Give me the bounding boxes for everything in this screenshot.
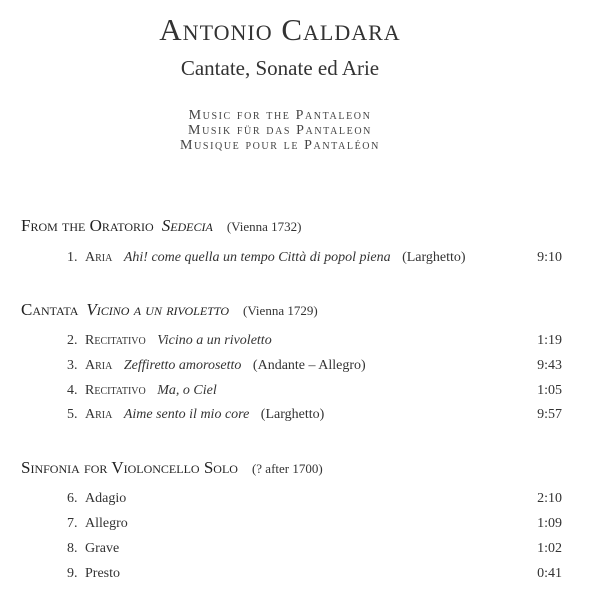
track-row [67,383,562,403]
track-title: Ahi! come quella un tempo Città di popol piena [123,250,391,265]
instrument-lines [0,108,560,153]
track-duration: 1:19 [537,333,562,348]
section-prefix: From the Oratorio [21,216,154,235]
section-prefix: Sinfonia for Violoncello Solo [21,458,238,477]
track-row [67,358,562,378]
section-prefix: Cantata [21,300,79,319]
track-row [67,491,562,511]
track-type: Aria [85,358,113,373]
track-duration: 1:05 [537,383,562,398]
composer-title: Antonio Caldara [159,12,401,47]
track-tempo: (Larghetto) [402,250,466,265]
instrument-line-de: Musik für das Pantaleon [188,123,372,138]
track-title: Adagio [85,491,127,506]
track-title: Aime sento il mio core [123,407,250,422]
track-duration: 0:41 [537,566,562,581]
track-number: 7. [67,516,78,531]
track-title: Grave [85,541,120,556]
track-duration: 9:43 [537,358,562,373]
section-heading [21,216,302,236]
section-work: Vicino a un rivoletto [86,300,229,319]
track-title: Vicino a un rivoletto [157,333,272,348]
track-duration: 2:10 [537,491,562,506]
track-tempo: (Larghetto) [260,407,325,422]
track-type: Aria [85,407,113,422]
track-number: 4. [67,383,78,398]
track-number: 3. [67,358,78,373]
instrument-line-fr: Musique pour le Pantaléon [180,138,380,153]
track-number: 2. [67,333,78,348]
track-type: Recitativo [85,333,146,348]
track-row [67,566,562,586]
track-row [67,516,562,536]
track-row [67,541,562,561]
track-number: 5. [67,407,78,422]
track-row [67,250,562,270]
track-number: 6. [67,491,78,506]
track-duration: 9:10 [537,250,562,265]
track-type: Recitativo [85,383,146,398]
section-note: (Vienna 1732) [226,219,302,234]
instrument-line-en: Music for the Pantaleon [188,108,372,123]
track-duration: 9:57 [537,407,562,422]
track-number: 1. [67,250,78,265]
track-title: Zeffiretto amorosetto [123,358,242,373]
track-duration: 1:02 [537,541,562,556]
track-title: Presto [85,566,120,581]
track-row [67,333,562,353]
section-work: Sedecia [161,216,213,235]
section-note: (Vienna 1729) [243,303,318,318]
track-number: 8. [67,541,78,556]
section-note: (? after 1700) [251,461,323,476]
section-heading [21,300,318,320]
track-tempo: (Andante – Allegro) [252,358,366,373]
album-title: Cantate, Sonate ed Arie [180,56,380,80]
section-heading [21,458,323,478]
track-type: Aria [85,250,113,265]
track-number: 9. [67,566,78,581]
track-duration: 1:09 [537,516,562,531]
track-title: Allegro [85,516,128,531]
track-row [67,407,562,427]
track-title: Ma, o Ciel [157,383,217,398]
